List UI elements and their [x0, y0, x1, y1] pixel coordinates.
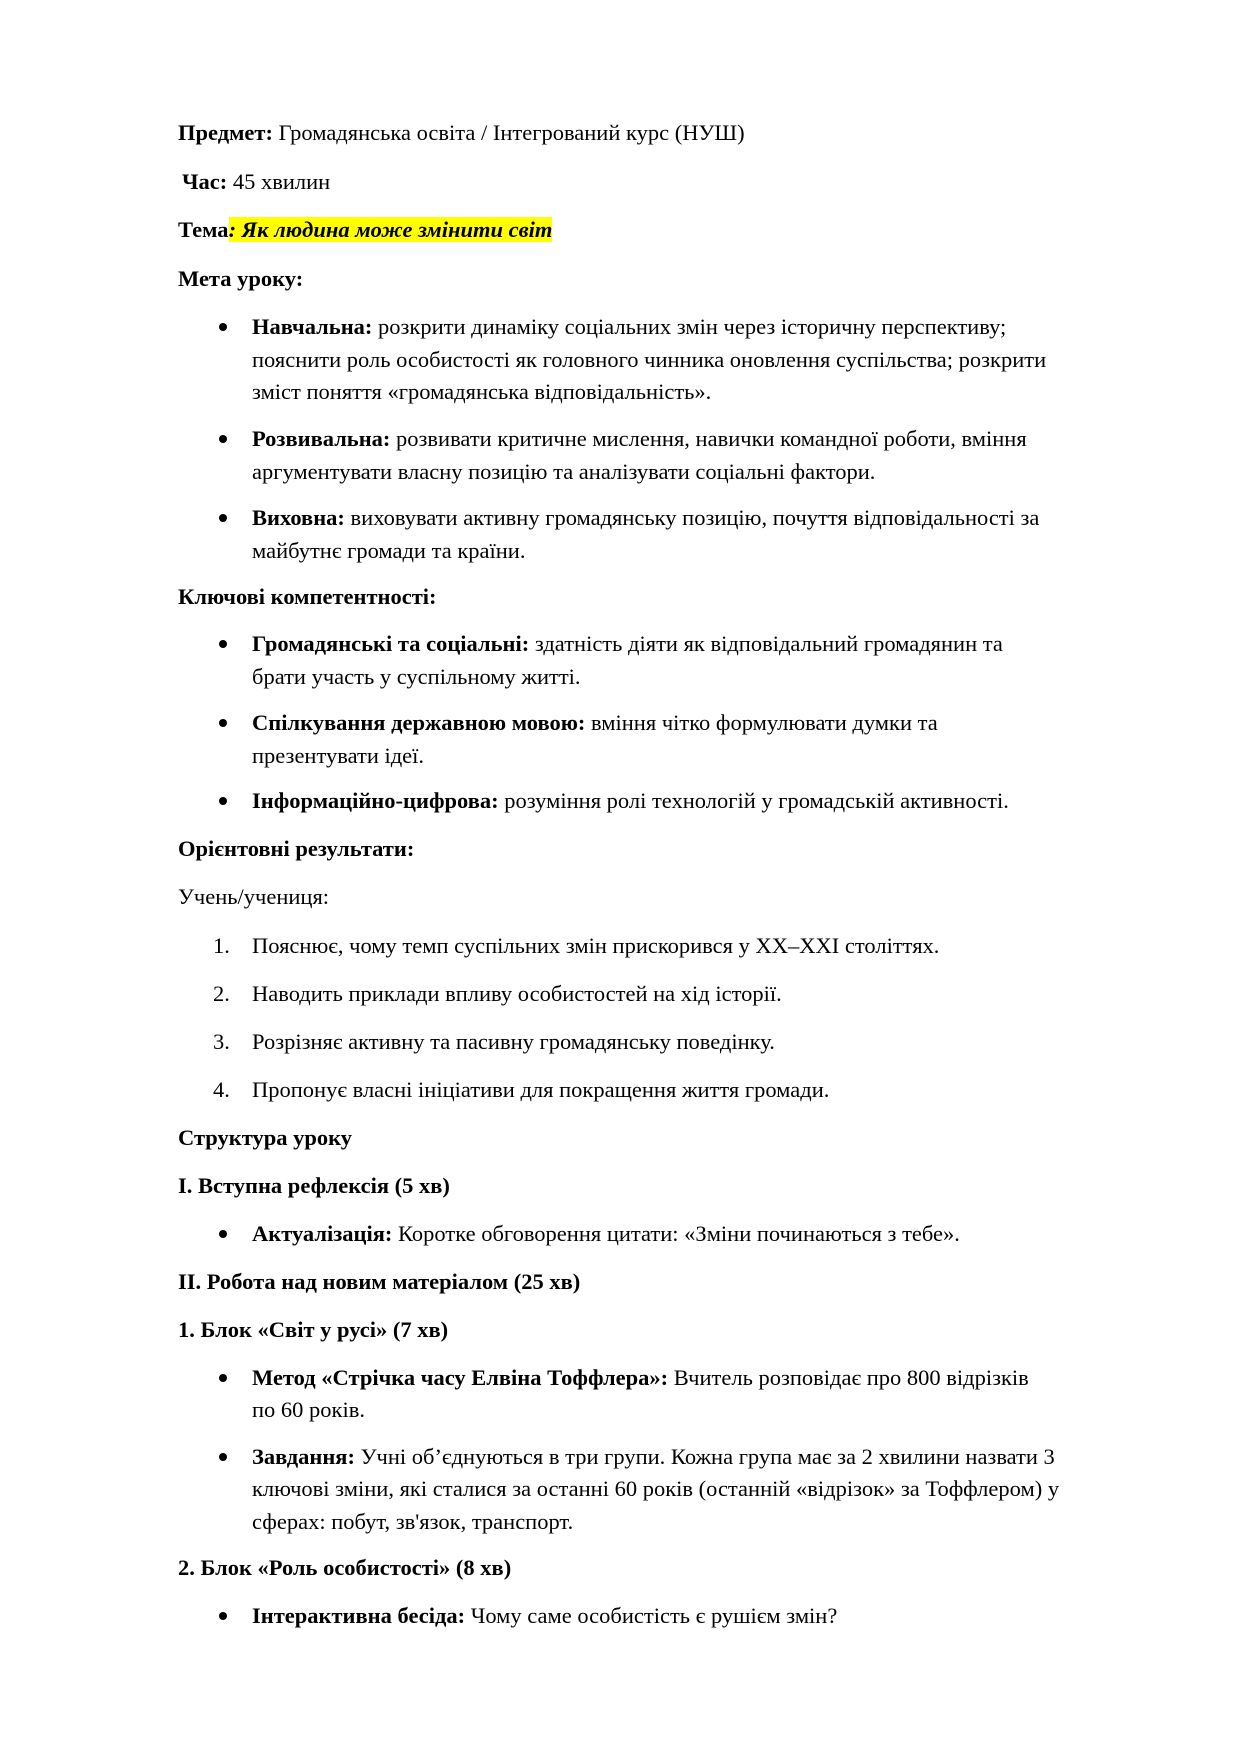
block2-item-label: Інтерактивна бесіда:: [252, 1603, 466, 1628]
block1-item-line: Завдання: Учні об’єднуються в три групи. Кожна група має за 2 хвилини назвати 3: [252, 1444, 1055, 1469]
time-line: [182, 171, 330, 194]
bullet-icon: [219, 1230, 227, 1238]
topic-value: : Як людина може змінити світ: [228, 217, 553, 242]
block1-item-label: Метод «Стрічка часу Елвіна Тоффлера»:: [252, 1365, 669, 1390]
list-number: 1.: [213, 933, 230, 958]
subject-value: Громадянська освіта / Інтегрований курс (НУШ): [278, 120, 745, 145]
goals-heading: Мета уроку:: [178, 266, 304, 291]
block1-item-line: Метод «Стрічка часу Елвіна Тоффлера»: Вчитель розповідає про 800 відрізків: [252, 1365, 1029, 1390]
stage1-title: I. Вступна рефлексія (5 хв): [178, 1173, 450, 1198]
structure-heading: Структура уроку: [178, 1125, 353, 1150]
list-number: 4.: [213, 1077, 230, 1102]
block1-item-line: ключові зміни, які сталися за останні 60 років (останній «відрізок» за Тоффлером) у: [252, 1476, 1060, 1501]
topic-label: Тема: [178, 217, 229, 242]
bullet-icon: [219, 719, 227, 727]
results-intro: Учень/учениця:: [178, 884, 330, 909]
bullet-icon: [219, 1612, 227, 1620]
goal-item-line: майбутнє громади та країни.: [252, 538, 526, 563]
goal-label: Виховна:: [252, 505, 345, 530]
result-item: Пропонує власні ініціативи для покращення життя громади.: [252, 1077, 830, 1102]
time-value: 45 хвилин: [232, 169, 331, 194]
result-item: Пояснює, чому темп суспільних змін прискорився у XX–XXI століттях.: [252, 933, 940, 958]
result-item: Наводить приклади впливу особистостей на хід історії.: [252, 981, 782, 1006]
goal-item-line: Навчальна: розкрити динаміку соціальних змін через історичну перспективу;: [252, 314, 1007, 339]
block2-title: 2. Блок «Роль особистості» (8 хв): [178, 1555, 512, 1580]
competence-label: Інформаційно-цифрова:: [252, 788, 499, 813]
competence-item-line: Спілкування державною мовою: вміння чітко формулювати думки та: [252, 710, 938, 735]
list-number: 2.: [213, 981, 230, 1006]
competences-heading: Ключові компетентності:: [178, 584, 437, 609]
block1-title: 1. Блок «Світ у русі» (7 хв): [178, 1317, 449, 1342]
goal-item-line: Виховна: виховувати активну громадянську позицію, почуття відповідальності за: [252, 505, 1040, 530]
competence-item-line: брати участь у суспільному житті.: [252, 664, 581, 689]
competence-label: Громадянські та соціальні:: [252, 631, 530, 656]
goal-item-line: зміст поняття «громадянська відповідальність».: [252, 379, 712, 404]
stage2-title: II. Робота над новим матеріалом (25 хв): [178, 1269, 581, 1294]
list-number: 3.: [213, 1029, 230, 1054]
goal-item-line: аргументувати власну позицію та аналізувати соціальні фактори.: [252, 459, 876, 484]
bullet-icon: [219, 640, 227, 648]
goal-label: Розвивальна:: [252, 426, 391, 451]
subject-line: [178, 122, 745, 145]
block1-item-line: сферах: побут, зв'язок, транспорт.: [252, 1509, 574, 1534]
topic-line: [178, 219, 552, 242]
competence-item-line: Інформаційно-цифрова: розуміння ролі технологій у громадській активності.: [252, 788, 1009, 813]
block1-item-line: по 60 років.: [252, 1397, 365, 1422]
subject-label: Предмет:: [178, 120, 273, 145]
block2-item: Інтерактивна бесіда: Чому саме особистість є рушієм змін?: [252, 1603, 838, 1628]
block1-item-label: Завдання:: [252, 1444, 355, 1469]
results-heading: Орієнтовні результати:: [178, 836, 415, 861]
goal-item-line: Розвивальна: розвивати критичне мислення, навички командної роботи, вміння: [252, 426, 1027, 451]
bullet-icon: [219, 323, 227, 331]
stage1-item-label: Актуалізація:: [252, 1221, 393, 1246]
competence-label: Спілкування державною мовою:: [252, 710, 586, 735]
bullet-icon: [219, 514, 227, 522]
goal-item-line: пояснити роль особистості як головного чинника оновлення суспільства; розкрити: [252, 347, 1047, 372]
time-label: Час:: [182, 169, 228, 194]
competence-item-line: презентувати ідеї.: [252, 743, 425, 768]
goal-label: Навчальна:: [252, 314, 373, 339]
result-item: Розрізняє активну та пасивну громадянську поведінку.: [252, 1029, 775, 1054]
bullet-icon: [219, 1374, 227, 1382]
competence-item-line: Громадянські та соціальні: здатність діяти як відповідальний громадянин та: [252, 631, 1003, 656]
stage1-item: Актуалізація: Коротке обговорення цитати: «Зміни починаються з тебе».: [252, 1221, 960, 1246]
bullet-icon: [219, 797, 227, 805]
bullet-icon: [219, 1453, 227, 1461]
bullet-icon: [219, 435, 227, 443]
